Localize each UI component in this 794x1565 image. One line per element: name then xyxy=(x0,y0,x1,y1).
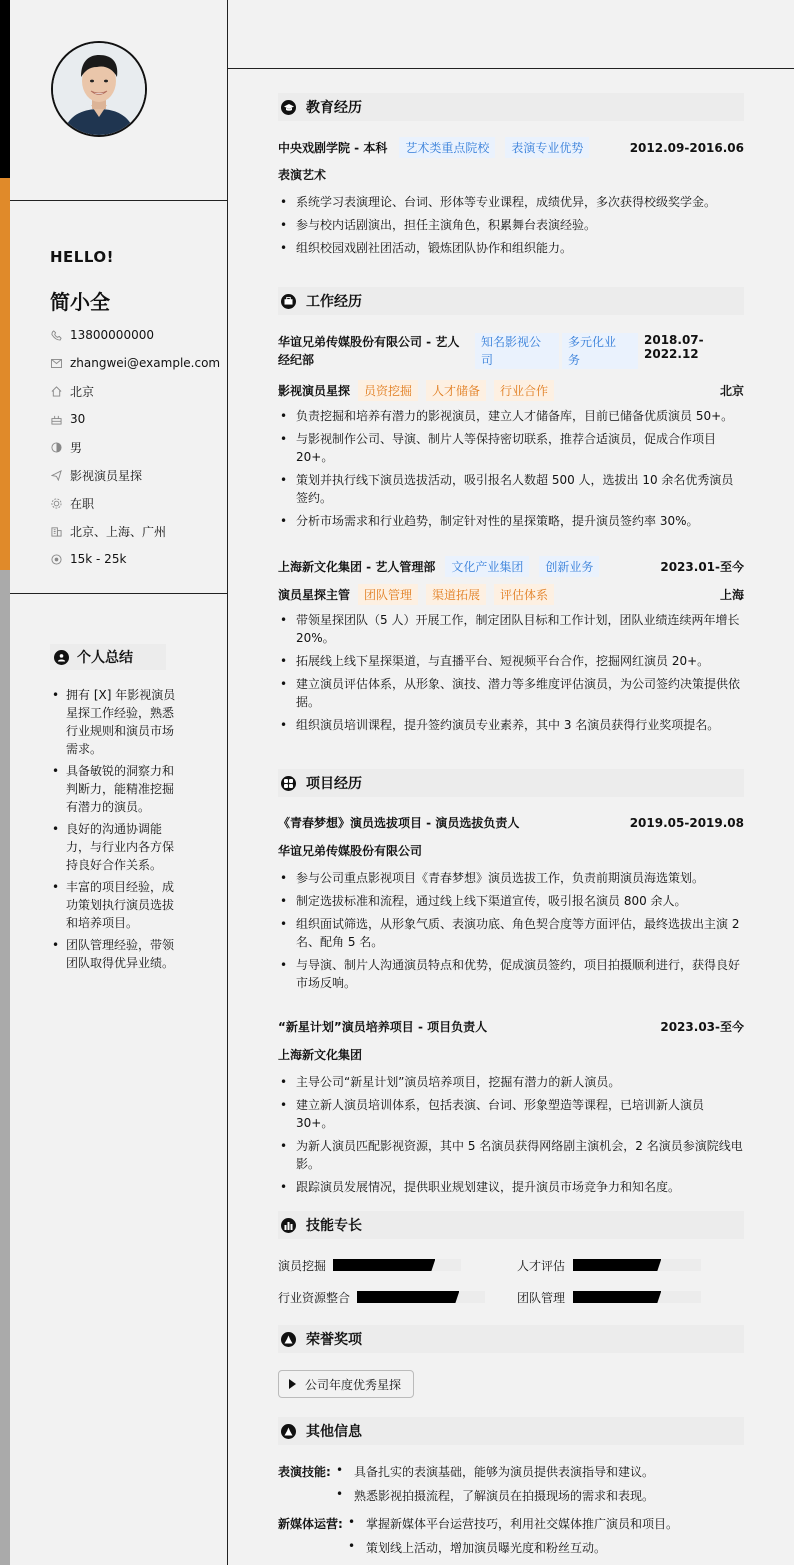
info-phone xyxy=(50,326,154,344)
tag: 文化产业集团 xyxy=(445,556,529,577)
info-text: 男 xyxy=(70,440,83,455)
date: 2018.07-2022.12 xyxy=(644,333,704,361)
education-header xyxy=(278,93,744,121)
send-icon xyxy=(50,469,62,481)
project-name: “新星计划”演员培养项目 - 项目负责人 xyxy=(278,1020,488,1034)
section-title: 技能专长 xyxy=(306,1218,362,1234)
date: 2019.05-2019.08 xyxy=(629,815,744,830)
info-text: 在职 xyxy=(70,496,95,511)
list-item: • 组织面试筛选，从形象气质、表演功底、角色契合度等方面评估，最终选拔出主演 2 名、配角 5 名。 xyxy=(278,915,744,951)
list-item: • 为新人演员匹配影视资源，其中 5 名演员获得网络剧主演机会，2 名演员参演院线电影。 xyxy=(278,1137,744,1173)
role: 演员星探主管 xyxy=(278,588,351,602)
list-item: • 带领星探团队（5 人）开展工作，制定团队目标和工作计划，团队业绩连续两年增长 20%。 xyxy=(278,611,744,647)
tag: 评估体系 xyxy=(494,584,554,605)
tag: 创新业务 xyxy=(539,556,599,577)
list-item: • 负责挖掘和培养有潜力的影视演员，建立人才储备库，目前已储备优质演员 50+。 xyxy=(278,407,744,425)
home-icon xyxy=(50,385,62,397)
role-row xyxy=(278,584,744,605)
company-name-line: 华谊兄弟传媒股份有限公司 - 艺人 xyxy=(278,335,460,349)
bar-chart-icon xyxy=(281,1218,296,1233)
date: 2023.01-至今 xyxy=(660,560,744,574)
project-name: 《青春梦想》演员选拔项目 - 演员选拔负责人 xyxy=(278,816,520,830)
skill-bar-fill xyxy=(357,1291,459,1303)
briefcase-icon xyxy=(281,294,296,309)
list-item: • 分析市场需求和行业趋势，制定针对性的星探策略，提升演员签约率 30%。 xyxy=(278,512,744,530)
work-list xyxy=(278,407,744,535)
other-label: 新媒体运营: xyxy=(278,1517,343,1531)
company-name: 上海新文化集团 - 艺人管理部 xyxy=(278,560,436,574)
tag xyxy=(475,333,559,369)
tag: 员资挖掘 xyxy=(358,380,418,401)
role: 影视演员星探 xyxy=(278,384,351,398)
list-item: • 丰富的项目经验，成功策划执行演员选拔和培养项目。 xyxy=(50,878,176,932)
skill-bar-fill xyxy=(333,1259,435,1271)
school-name: 中央戏剧学院 - 本科 xyxy=(278,141,388,155)
skill-label: 团队管理 xyxy=(517,1290,566,1305)
list-item: • 具备扎实的表演基础，能够为演员提供表演指导和建议。 xyxy=(354,1463,654,1480)
company-name xyxy=(278,333,468,369)
list-item: • 参与公司重点影视项目《青春梦想》演员选拔工作，负责前期演员海选策划。 xyxy=(278,869,744,887)
sidebar-divider xyxy=(10,593,227,594)
building-icon xyxy=(50,525,62,537)
date: 2023.03-至今 xyxy=(660,1020,744,1034)
tag: 表演专业优势 xyxy=(505,137,589,158)
skill-bar xyxy=(573,1259,701,1271)
work-list xyxy=(278,611,744,739)
list-item: • 参与校内话剧演出，担任主演角色，积累舞台表演经验。 xyxy=(278,216,744,234)
skills-header xyxy=(278,1211,744,1239)
gender-icon xyxy=(50,441,62,453)
info-text: 15k - 25k xyxy=(70,552,127,566)
info-text: 北京 xyxy=(70,384,95,399)
section-title: 荣誉奖项 xyxy=(306,1332,362,1348)
location: 上海 xyxy=(719,588,744,602)
projects-header xyxy=(278,769,744,797)
tag: 行业合作 xyxy=(494,380,554,401)
info-salary xyxy=(50,550,126,568)
skill-bar-fill xyxy=(573,1291,661,1303)
tag: 艺术类重点院校 xyxy=(399,137,495,158)
accent-stripe-black xyxy=(0,0,10,178)
tag-line: 知名影视公 xyxy=(481,335,542,349)
info-text: 30 xyxy=(70,412,86,426)
summary-header xyxy=(50,644,166,670)
list-item: • 策划线上活动，增加演员曝光度和粉丝互动。 xyxy=(366,1539,606,1556)
project-title-row xyxy=(278,1018,744,1035)
age-icon xyxy=(50,413,62,425)
list-item: • 与导演、制片人沟通演员特点和优势，促成演员签约，项目拍摄顺利进行，获得良好市场反响。 xyxy=(278,956,744,992)
info-text: 影视演员星探 xyxy=(70,468,143,483)
info-age xyxy=(50,410,85,428)
list-item: • 掌握新媒体平台运营技巧，利用社交媒体推广演员和项目。 xyxy=(366,1515,678,1532)
info-locations xyxy=(50,522,166,540)
list-item: • 制定选拔标准和流程，通过线上线下渠道宣传，吸引报名演员 800 余人。 xyxy=(278,892,744,910)
list-item: • 团队管理经验，带领团队取得优异业绩。 xyxy=(50,936,176,972)
education-list xyxy=(278,193,744,262)
list-item: • 系统学习表演理论、台词、形体等专业课程，成绩优异，多次获得校级奖学金。 xyxy=(278,193,744,211)
list-item: • 建立演员评估体系，从形象、演技、潜力等多维度评估演员，为公司签约决策提供依据。 xyxy=(278,675,744,711)
person-name: 简小全 xyxy=(50,290,110,314)
info-text: 13800000000 xyxy=(70,328,154,342)
summary-list xyxy=(50,686,176,976)
list-item: • 良好的沟通协调能力，与行业内各方保持良好合作关系。 xyxy=(50,820,176,874)
list-item: • 组织校园戏剧社团活动，锻炼团队协作和组织能力。 xyxy=(278,239,744,257)
avatar xyxy=(51,41,147,137)
info-position xyxy=(50,466,142,484)
salary-icon xyxy=(50,553,62,565)
tag-line: 多元化业 xyxy=(568,335,617,349)
list-item: • 与影视制作公司、导演、制片人等保持密切联系，推荐合适演员，促成合作项目 20+。 xyxy=(278,430,744,466)
project-org: 上海新文化集团 xyxy=(278,1048,363,1062)
project-list xyxy=(278,1073,744,1201)
user-icon xyxy=(54,650,69,665)
status-icon xyxy=(50,497,62,509)
education-title-row xyxy=(278,137,744,158)
section-title: 教育经历 xyxy=(306,100,362,116)
tag-line: 司 xyxy=(481,353,494,367)
work-header xyxy=(278,287,744,315)
list-item: • 建立新人演员培训体系，包括表演、台词、形象塑造等课程，已培训新人演员 30+。 xyxy=(278,1096,744,1132)
summary-title: 个人总结 xyxy=(77,650,133,666)
tag: 人才储备 xyxy=(426,380,486,401)
skill-label: 行业资源整合 xyxy=(278,1290,351,1305)
project-list xyxy=(278,869,744,997)
skill-bar xyxy=(333,1259,461,1271)
major: 表演艺术 xyxy=(278,168,327,182)
sidebar-divider xyxy=(10,200,227,201)
info-text: 北京、上海、广州 xyxy=(70,524,167,539)
list-item: • 组织演员培训课程，提升签约演员专业素养，其中 3 名演员获得行业奖项提名。 xyxy=(278,716,744,734)
date-row xyxy=(644,333,744,361)
accent-stripe-gray xyxy=(0,570,10,1565)
phone-icon xyxy=(50,329,62,341)
other-label: 表演技能: xyxy=(278,1465,331,1479)
honors-header xyxy=(278,1325,744,1353)
skill-label: 演员挖掘 xyxy=(278,1258,327,1273)
tag: 渠道拓展 xyxy=(426,584,486,605)
section-title: 项目经历 xyxy=(306,776,362,792)
info-city xyxy=(50,382,94,400)
project-title-row xyxy=(278,814,744,831)
project-org: 华谊兄弟传媒股份有限公司 xyxy=(278,844,423,858)
skill-label: 人才评估 xyxy=(517,1258,566,1273)
skill-bar-fill xyxy=(573,1259,661,1271)
location: 北京 xyxy=(719,384,744,398)
company-row xyxy=(278,556,744,577)
section-title: 工作经历 xyxy=(306,294,362,310)
mail-icon xyxy=(50,357,62,369)
header-divider xyxy=(228,68,794,69)
list-item: • 跟踪演员发展情况，提供职业规划建议，提升演员市场竞争力和知名度。 xyxy=(278,1178,744,1196)
list-item: • 具备敏锐的洞察力和判断力，能精准挖掘有潜力的演员。 xyxy=(50,762,176,816)
company-name-line: 经纪部 xyxy=(278,353,315,367)
list-item: • 主导公司“新星计划”演员培养项目，挖掘有潜力的新人演员。 xyxy=(278,1073,744,1091)
hello-heading: HELLO! xyxy=(50,248,114,266)
award-label: 公司年度优秀星探 xyxy=(305,1377,402,1392)
list-item: • 拓展线上线下星探渠道，与直播平台、短视频平台合作，挖掘网红演员 20+。 xyxy=(278,652,744,670)
list-item: • 策划并执行线下演员选拔活动，吸引报名人数超 500 人，选拔出 10 余名优秀演员签约。 xyxy=(278,471,744,507)
role-row xyxy=(278,380,744,401)
award-icon xyxy=(281,1424,296,1439)
tag xyxy=(562,333,638,369)
info-status xyxy=(50,494,94,512)
accent-stripe-orange xyxy=(0,178,10,570)
graduation-cap-icon xyxy=(281,100,296,115)
skill-bar xyxy=(357,1291,485,1303)
list-item: • 熟悉影视拍摄流程，了解演员在拍摄现场的需求和表现。 xyxy=(354,1487,654,1504)
play-icon xyxy=(289,1379,296,1389)
award-item[interactable] xyxy=(278,1370,414,1398)
info-email xyxy=(50,354,220,372)
info-gender xyxy=(50,438,82,456)
tag: 团队管理 xyxy=(358,584,418,605)
info-text: zhangwei@example.com xyxy=(70,356,221,370)
list-item: • 拥有 [X] 年影视演员星探工作经验，熟悉行业规则和演员市场需求。 xyxy=(50,686,176,758)
other-header xyxy=(278,1417,744,1445)
skill-bar xyxy=(573,1291,701,1303)
award-icon xyxy=(281,1332,296,1347)
grid-icon xyxy=(281,776,296,791)
date: 2012.09-2016.06 xyxy=(629,140,744,155)
tag-line: 务 xyxy=(568,353,581,367)
section-title: 其他信息 xyxy=(306,1424,362,1440)
